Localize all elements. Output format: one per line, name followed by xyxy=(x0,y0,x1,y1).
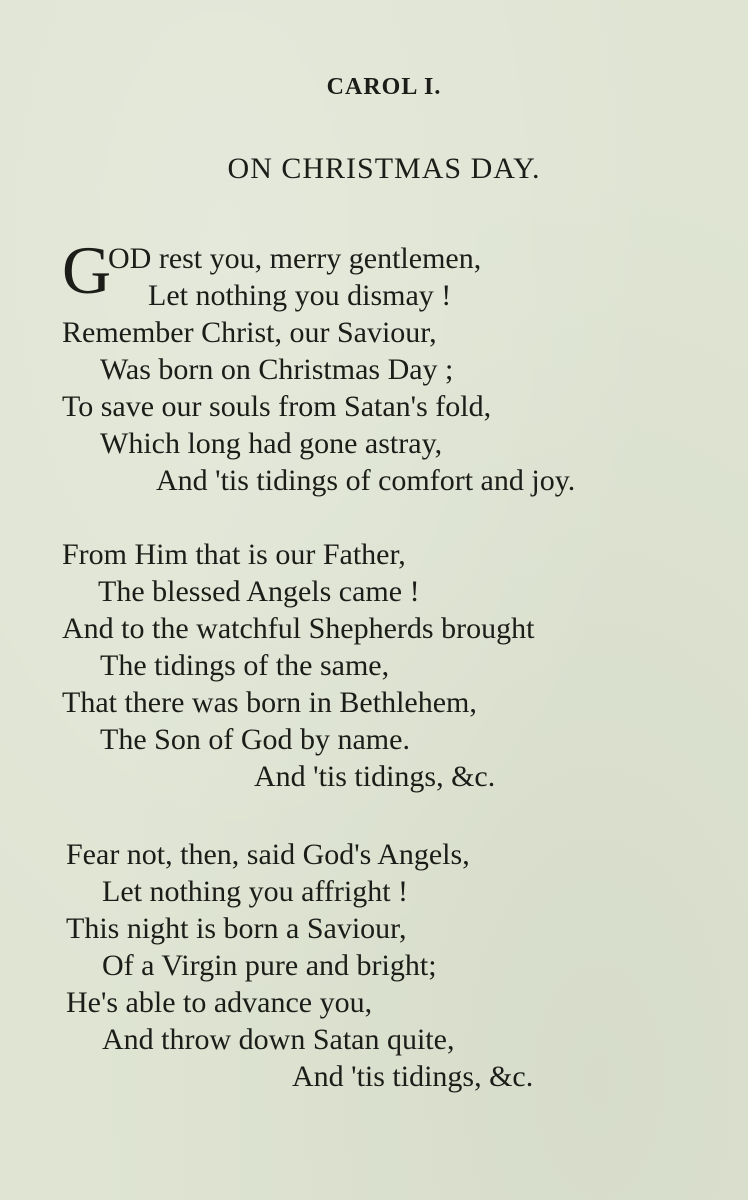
verse-line: Was born on Christmas Day ; xyxy=(100,353,454,386)
verse-line: The Son of God by name. xyxy=(100,723,410,756)
verse-line: The blessed Angels came ! xyxy=(98,575,420,608)
verse-line: Let nothing you affright ! xyxy=(102,875,409,908)
verse-line: Let nothing you dismay ! xyxy=(148,279,452,312)
verse-line: OD rest you, merry gentlemen, xyxy=(108,242,482,275)
verse-line: To save our souls from Satan's fold, xyxy=(62,390,492,423)
verse-line: And 'tis tidings, &c. xyxy=(254,760,496,793)
verse-line: And throw down Satan quite, xyxy=(102,1023,455,1056)
carol-number-heading: CAROL I. xyxy=(326,74,442,100)
verse-line: Remember Christ, our Saviour, xyxy=(62,316,437,349)
verse-line: Fear not, then, said God's Angels, xyxy=(66,838,470,871)
verse-line: That there was born in Bethlehem, xyxy=(62,686,477,719)
verse-line: The tidings of the same, xyxy=(100,649,390,682)
verse-line: He's able to advance you, xyxy=(66,986,373,1019)
verse-line: And 'tis tidings of comfort and joy. xyxy=(156,464,576,497)
drop-capital: G xyxy=(62,232,112,308)
verse-line: This night is born a Saviour, xyxy=(66,912,407,945)
verse-line: Which long had gone astray, xyxy=(100,427,443,460)
verse-line: From Him that is our Father, xyxy=(62,538,406,571)
carol-title: ON CHRISTMAS DAY. xyxy=(227,152,541,185)
verse-line: And 'tis tidings, &c. xyxy=(292,1060,534,1093)
verse-line: Of a Virgin pure and bright; xyxy=(102,949,437,982)
verse-line: And to the watchful Shepherds brought xyxy=(62,612,535,645)
